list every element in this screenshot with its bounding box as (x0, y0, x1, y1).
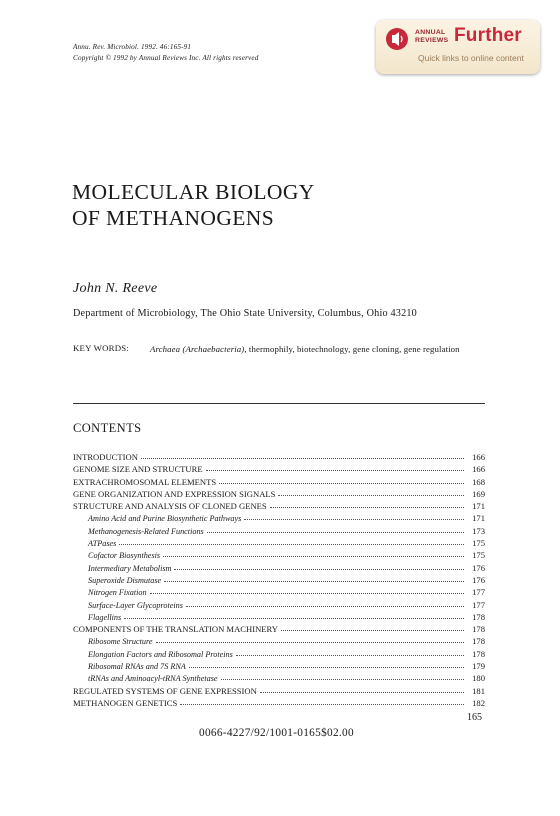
toc-entry-page: 179 (472, 661, 485, 672)
toc-entry-page: 166 (472, 452, 485, 462)
keywords-text (150, 343, 490, 355)
keywords-rest: , thermophily, biotechnology, gene cloning, gene regulation (244, 344, 460, 354)
toc-leader-dots (156, 634, 464, 643)
toc-leader-dots (270, 499, 464, 508)
annual-reviews-further-badge[interactable] (376, 20, 540, 74)
toc-entry-title: Flagellins (88, 612, 122, 622)
badge-tagline: Quick links to online content (418, 53, 524, 63)
title-line-1: MOLECULAR BIOLOGY (72, 180, 315, 204)
toc-entry-page: 181 (472, 685, 485, 696)
toc-leader-dots (278, 487, 464, 496)
toc-leader-dots (206, 462, 464, 471)
toc-leader-dots (164, 573, 464, 582)
toc-entry-page: 171 (472, 513, 485, 524)
badge-annual-reviews-text (415, 29, 448, 45)
toc-leader-dots (221, 671, 464, 680)
table-of-contents (73, 451, 485, 709)
toc-entry-title: tRNAs and Aminoacyl-tRNA Synthetase (88, 674, 218, 684)
toc-leader-dots (207, 524, 464, 533)
toc-leader-dots (180, 696, 464, 705)
toc-entry-title: GENE ORGANIZATION AND EXPRESSION SIGNALS (73, 488, 276, 499)
toc-entry-title: Methanogenesis-Related Functions (88, 526, 204, 536)
toc-entry-title: Superoxide Dismutase (88, 575, 162, 585)
toc-entry-page: 178 (472, 648, 485, 659)
article-code: 0066-4227/92/1001-0165$02.00 (199, 727, 354, 739)
author-name: John N. Reeve (73, 281, 158, 296)
toc-leader-dots (244, 511, 464, 520)
toc-leader-dots (141, 450, 464, 459)
toc-leader-dots (174, 561, 464, 570)
toc-entry-title: EXTRACHROMOSOMAL ELEMENTS (73, 476, 217, 487)
toc-leader-dots (119, 536, 464, 545)
toc-entry-page: 175 (472, 538, 485, 549)
toc-entry-page: 176 (472, 574, 485, 585)
keywords-label: KEY WORDS: (73, 343, 130, 353)
citation-line-1: Annu. Rev. Microbiol. 1992. 46:165-91 (73, 43, 192, 51)
toc-leader-dots (163, 548, 464, 557)
toc-entry-page: 173 (472, 525, 485, 536)
toc-entry-page: 171 (472, 501, 485, 512)
page-number: 165 (467, 712, 482, 723)
citation-line-2: Copyright © 1992 by Annual Reviews Inc. All rights reserved (73, 53, 259, 62)
toc-entry-title: Ribosomal RNAs and 7S RNA (88, 662, 186, 672)
toc-entry-page: 182 (472, 697, 485, 708)
toc-entry-page: 178 (472, 636, 485, 647)
toc-entry-title: METHANOGEN GENETICS (73, 697, 178, 708)
toc-entry-title: Elongation Factors and Ribosomal Proteins (88, 649, 233, 659)
toc-leader-dots (281, 622, 464, 631)
toc-leader-dots (236, 647, 464, 656)
toc-entry-page: 176 (472, 562, 485, 573)
title-line-2: OF METHANOGENS (72, 206, 275, 230)
author-affiliation: Department of Microbiology, The Ohio State University, Columbus, Ohio 43210 (73, 308, 417, 319)
toc-entry-title: Surface-Layer Glycoproteins (88, 600, 183, 610)
badge-annual: ANNUAL (415, 29, 446, 36)
badge-further-label[interactable]: Further (454, 25, 522, 46)
toc-entry-page: 168 (472, 476, 485, 487)
toc-entry-page: 180 (472, 673, 485, 684)
toc-leader-dots (260, 684, 464, 693)
toc-entry-title: GENOME SIZE AND STRUCTURE (73, 464, 203, 475)
toc-entry-title: Cofactor Biosynthesis (88, 551, 161, 561)
toc-entry-title: Intermediary Metabolism (88, 563, 172, 573)
annual-reviews-logo-icon (386, 28, 408, 50)
toc-entry-title: ATPases (88, 539, 117, 549)
toc-leader-dots (219, 475, 464, 484)
toc-entry[interactable] (73, 697, 485, 709)
toc-leader-dots (186, 598, 464, 607)
toc-entry-page: 177 (472, 587, 485, 598)
article-title (72, 179, 315, 231)
toc-entry-title: Amino Acid and Purine Biosynthetic Pathways (88, 514, 242, 524)
toc-leader-dots (124, 610, 464, 619)
toc-entry-title: Ribosome Structure (88, 637, 153, 647)
toc-entry-page: 175 (472, 550, 485, 561)
toc-entry-title: INTRODUCTION (73, 452, 138, 462)
section-divider (73, 403, 485, 404)
toc-entry-title: Nitrogen Fixation (88, 588, 147, 598)
toc-entry-title: STRUCTURE AND ANALYSIS OF CLONED GENES (73, 501, 267, 512)
toc-leader-dots (189, 659, 464, 668)
toc-entry-page: 177 (472, 599, 485, 610)
toc-leader-dots (150, 585, 464, 594)
toc-entry-page: 166 (472, 464, 485, 475)
toc-entry-title: COMPONENTS OF THE TRANSLATION MACHINERY (73, 624, 278, 635)
toc-entry-title: REGULATED SYSTEMS OF GENE EXPRESSION (73, 685, 257, 696)
badge-reviews: REVIEWS (415, 37, 449, 44)
toc-entry-page: 178 (472, 611, 485, 622)
toc-entry-page: 169 (472, 488, 485, 499)
toc-entry-page: 178 (472, 624, 485, 635)
keywords-italic: Archaea (Archaebacteria) (150, 344, 245, 354)
journal-citation (73, 42, 258, 63)
contents-heading: CONTENTS (73, 421, 142, 435)
